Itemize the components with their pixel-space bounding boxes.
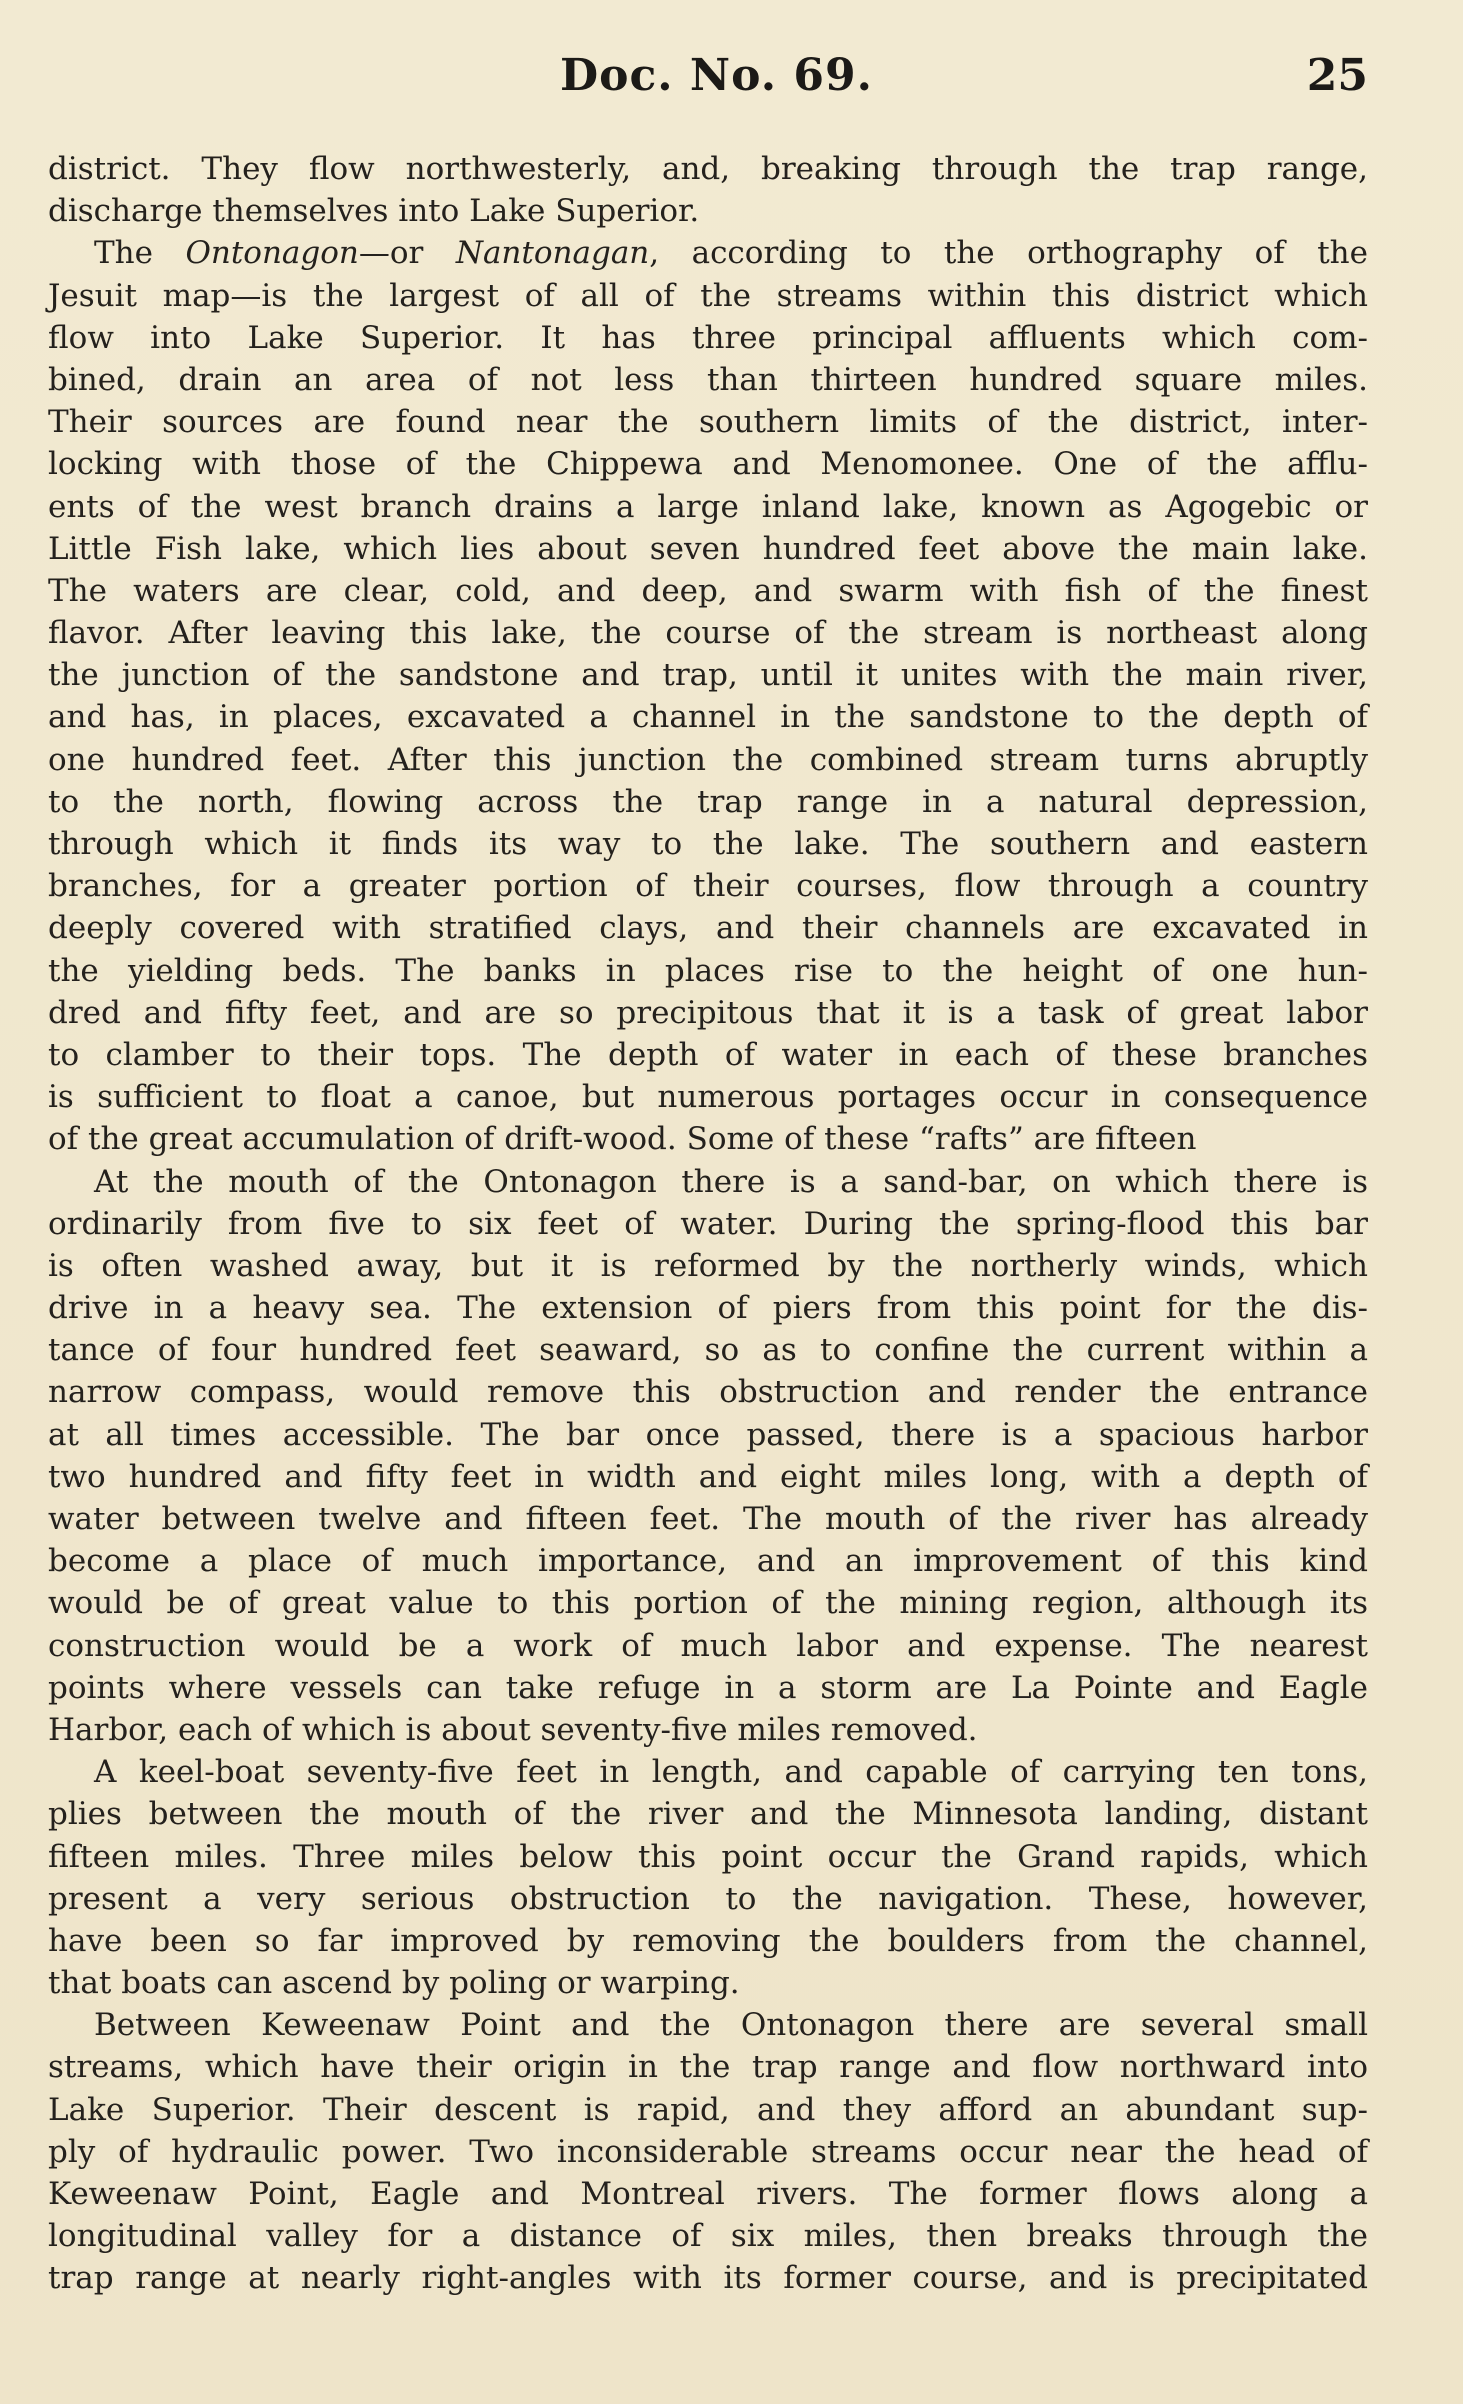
text-line: deeply covered with stratified clays, and their channels are excavated in [48, 910, 1368, 947]
paragraph [48, 1751, 1368, 2004]
text-line: trap range at nearly right-angles with its former course, and is precipitated [48, 2260, 1368, 2297]
text-line: Little Fish lake, which lies about seven hundred feet above the main lake. [48, 530, 1368, 567]
text-line: two hundred and fifty feet in width and eight miles long, with a depth of [48, 1458, 1368, 1495]
paragraph [48, 232, 1368, 1160]
page-number: 25 [1306, 50, 1368, 101]
text-line: construction would be a work of much labor and expense. The nearest [48, 1627, 1368, 1664]
text-line: to the north, flowing across the trap range in a natural depression, [48, 783, 1368, 820]
text-line: tance of four hundred feet seaward, so as to confine the current within a [48, 1332, 1368, 1369]
river-name-italic: Nantonagan [455, 235, 650, 272]
text-line: drive in a heavy sea. The extension of piers from this point for the dis- [48, 1290, 1368, 1327]
text-line: ordinarily from five to six feet of water. During the spring-flood this bar [48, 1205, 1368, 1242]
text-line: At the mouth of the Ontonagon there is a sand-bar, on which there is [94, 1163, 1368, 1200]
text-line: The waters are clear, cold, and deep, and swarm with fish of the finest [48, 572, 1368, 609]
text-line: narrow compass, would remove this obstruction and render the entrance [48, 1374, 1368, 1411]
text-line: the yielding beds. The banks in places rise to the height of one hun- [48, 952, 1368, 989]
text-line: dred and fifty feet, and are so precipitous that it is a task of great labor [48, 994, 1368, 1031]
text-line: streams, which have their origin in the trap range and flow northward into [48, 2049, 1368, 2086]
text-line: have been so far improved by removing the boulders from the channel, [48, 1922, 1368, 1959]
paragraph [48, 1161, 1368, 1752]
river-name-italic: Ontonagon [185, 235, 359, 272]
text-line: that boats can ascend by poling or warping. [48, 1965, 740, 2002]
text-line: A keel-boat seventy-five feet in length, and capable of carrying ten tons, [94, 1754, 1368, 1791]
text-line: longitudinal valley for a distance of six miles, then breaks through the [48, 2218, 1368, 2255]
text-line: Lake Superior. Their descent is rapid, and they afford an abundant sup- [48, 2091, 1368, 2128]
text-line: is often washed away, but it is reformed by the northerly winds, which [48, 1247, 1368, 1284]
text-line: plies between the mouth of the river and the Minnesota landing, distant [48, 1796, 1368, 1833]
text-line: at all times accessible. The bar once passed, there is a spacious harbor [48, 1416, 1368, 1453]
text-line: of the great accumulation of drift-wood. Some of these “rafts” are fifteen [48, 1121, 1197, 1158]
text-line: through which it finds its way to the lake. The southern and eastern [48, 826, 1368, 862]
text-line: is sufficient to float a canoe, but numerous portages occur in consequence [48, 1079, 1368, 1116]
document-title: Doc. No. 69. [560, 50, 873, 101]
text-line: district. They flow northwesterly, and, breaking through the trap range, [48, 151, 1368, 187]
text-line: would be of great value to this portion of the mining region, although its [48, 1585, 1368, 1622]
text-span: , according to the orthography of the [649, 235, 1368, 272]
text-line: present a very serious obstruction to the navigation. These, however, [48, 1880, 1368, 1917]
text-line: water between twelve and fifteen feet. The mouth of the river has already [48, 1501, 1368, 1537]
paragraph [48, 148, 1368, 232]
text-span: —or [358, 235, 456, 272]
text-line: one hundred feet. After this junction the combined stream turns abruptly [48, 741, 1368, 778]
text-line: Keweenaw Point, Eagle and Montreal rivers. The former flows along a [48, 2176, 1368, 2212]
page-header [48, 50, 1368, 110]
text-line: branches, for a greater portion of their courses, flow through a country [48, 868, 1368, 905]
body-text [48, 148, 1368, 2300]
text-line: Between Keweenaw Point and the Ontonagon there are several small [94, 2007, 1368, 2044]
text-line: Their sources are found near the southern limits of the district, inter- [48, 404, 1368, 441]
text-line: to clamber to their tops. The depth of water in each of these branches [48, 1036, 1368, 1073]
paragraph [48, 2004, 1368, 2299]
text-line: ply of hydraulic power. Two inconsiderable streams occur near the head of [48, 2133, 1368, 2170]
text-line: discharge themselves into Lake Superior. [48, 193, 700, 230]
text-line: bined, drain an area of not less than thirteen hundred square miles. [48, 361, 1368, 398]
text-line: Jesuit map—is the largest of all of the streams within this district which [48, 277, 1368, 314]
text-line: and has, in places, excavated a channel in the sandstone to the depth of [48, 699, 1368, 736]
text-line: flavor. After leaving this lake, the course of the stream is northeast along [48, 615, 1368, 652]
text-line: locking with those of the Chippewa and Menomonee. One of the afflu- [48, 446, 1368, 483]
text-line: ents of the west branch drains a large inland lake, known as Agogebic or [48, 488, 1368, 525]
text-line: the junction of the sandstone and trap, until it unites with the main river, [48, 657, 1368, 694]
text-span: The [94, 235, 186, 272]
text-line: become a place of much importance, and an improvement of this kind [48, 1543, 1368, 1580]
text-line: Harbor, each of which is about seventy-five miles removed. [48, 1711, 978, 1748]
text-line: fifteen miles. Three miles below this point occur the Grand rapids, which [48, 1838, 1368, 1875]
text-line: points where vessels can take refuge in a storm are La Pointe and Eagle [48, 1669, 1368, 1706]
text-line [48, 232, 1368, 274]
text-line: flow into Lake Superior. It has three principal affluents which com- [48, 319, 1368, 356]
